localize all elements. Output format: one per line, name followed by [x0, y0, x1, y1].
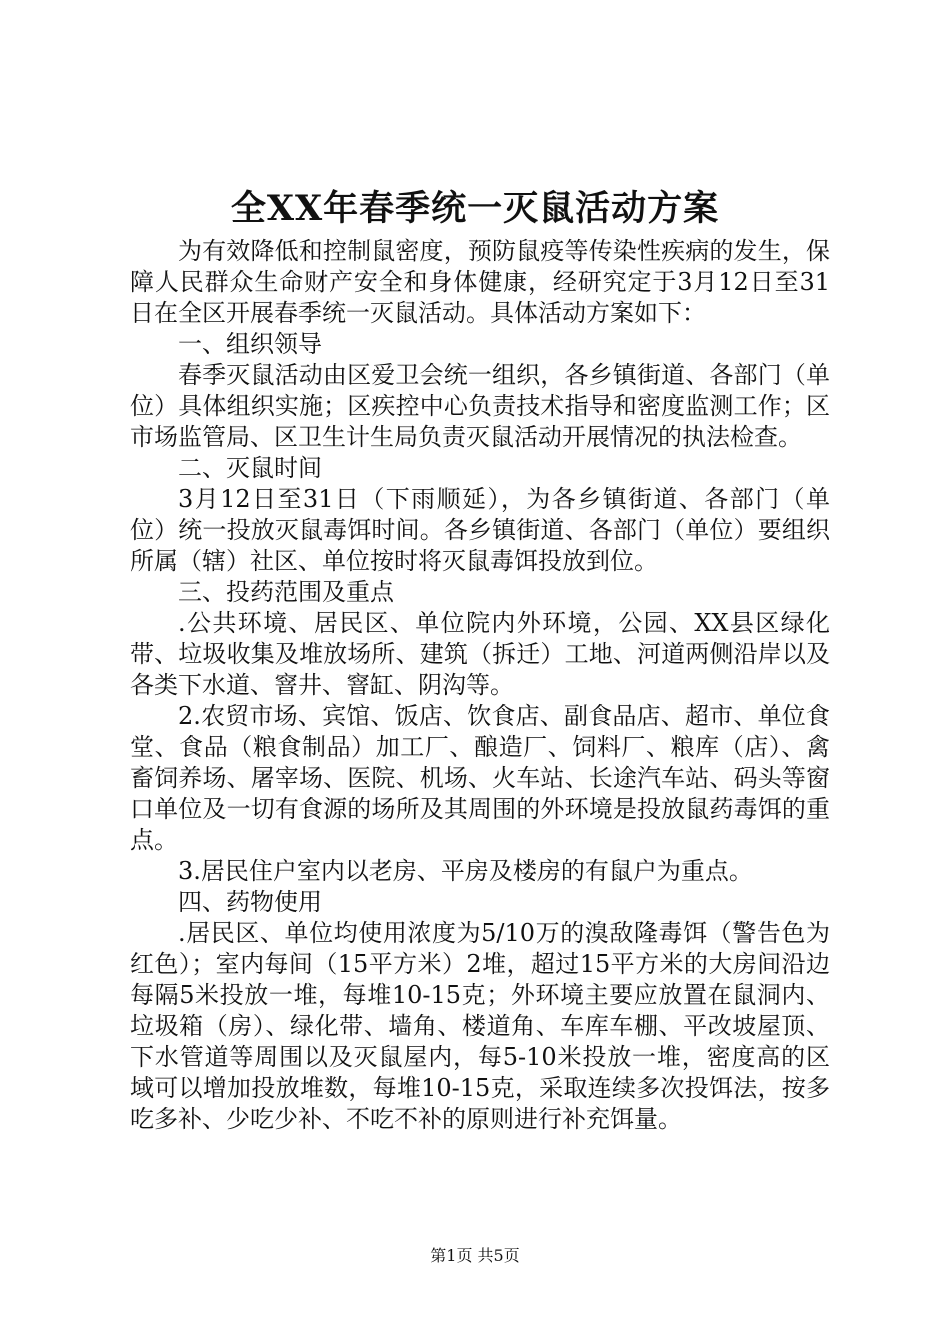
- section-heading-scope: 三、投药范围及重点: [178, 578, 394, 606]
- section-heading-time: 二、灭鼠时间: [178, 454, 322, 482]
- scope-item-2: 2.农贸市场、宾馆、饭店、饮食店、副食品店、超市、单位食堂、食品（粮食制品）加工厂、酿造厂、饲料厂、粮库（店）、禽畜饲养场、屠宰场、医院、机场、火车站、长途汽车站、码头等窗口单位及一切有食源的场所及其周围的外环境是投放鼠药毒饵的重点。: [130, 702, 830, 854]
- intro-paragraph: 为有效降低和控制鼠密度，预防鼠疫等传染性疾病的发生，保障人民群众生命财产安全和身体健康，经研究定于3月12日至31日在全区开展春季统一灭鼠活动。具体活动方案如下：: [130, 237, 830, 327]
- time-paragraph: 3月12日至31日（下雨顺延），为各乡镇街道、各部门（单位）统一投放灭鼠毒饵时间。各乡镇街道、各部门（单位）要组织所属（辖）社区、单位按时将灭鼠毒饵投放到位。: [130, 485, 830, 575]
- document-title: 全XX年春季统一灭鼠活动方案: [230, 188, 720, 229]
- scope-item-1: .公共环境、居民区、单位院内外环境，公园、XX县区绿化带、垃圾收集及堆放场所、建筑（拆迁）工地、河道两侧沿岸以及各类下水道、窨井、窨缸、阴沟等。: [130, 609, 830, 699]
- page-number: 第1页 共5页: [430, 1246, 520, 1265]
- drugs-item-1: .居民区、单位均使用浓度为5/10万的溴敌隆毒饵（警告色为红色）；室内每间（15平方米）2堆，超过15平方米的大房间沿边每隔5米投放一堆，每堆10-15克；外环境主要应放置在鼠洞内、垃圾箱（房）、绿化带、墙角、楼道角、车库车棚、平改坡屋顶、下水管道等周围以及灭鼠屋内，每5-10米投放一堆，密度高的区域可以增加投放堆数，每堆10-15克，采取连续多次投饵法，按多吃多补、少吃少补、不吃不补的原则进行补充饵量。: [130, 919, 830, 1133]
- section-heading-drugs: 四、药物使用: [178, 888, 322, 916]
- organization-paragraph: 春季灭鼠活动由区爱卫会统一组织，各乡镇街道、各部门（单位）具体组织实施；区疾控中心负责技术指导和密度监测工作；区市场监管局、区卫生计生局负责灭鼠活动开展情况的执法检查。: [130, 361, 830, 451]
- section-heading-organization: 一、组织领导: [178, 330, 322, 358]
- scope-item-3: 3.居民住户室内以老房、平房及楼房的有鼠户为重点。: [178, 857, 753, 885]
- document-body: [130, 236, 830, 1135]
